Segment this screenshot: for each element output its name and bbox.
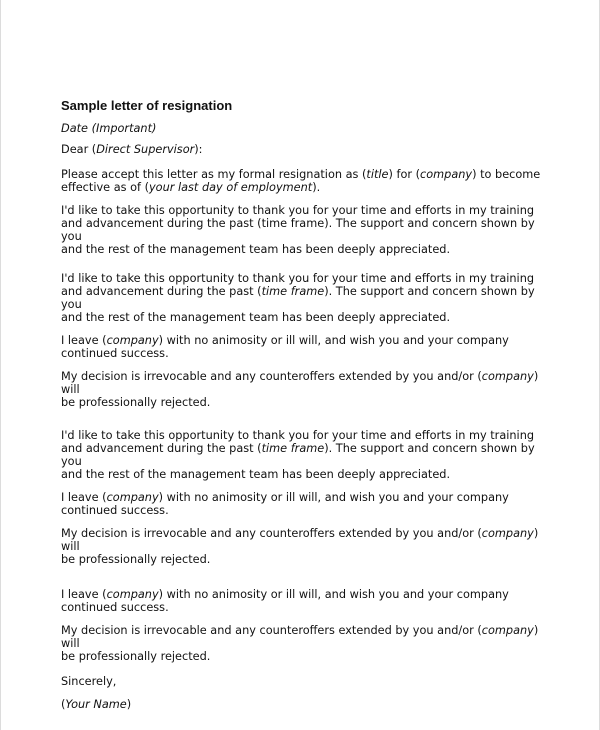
decision-paragraph: My decision is irrevocable and any counteroffers extended by you and/or (company) will be professionally rejected.	[61, 624, 539, 663]
decision-paragraph: My decision is irrevocable and any counteroffers extended by you and/or (company) will be professionally rejected.	[61, 527, 539, 566]
decision-paragraph: My decision is irrevocable and any counteroffers extended by you and/or (company) will be professionally rejected.	[61, 370, 539, 409]
signature: (Your Name)	[61, 698, 132, 711]
closing: Sincerely,	[61, 675, 117, 688]
letter-body	[61, 98, 556, 711]
salutation: Dear (Direct Supervisor):	[61, 143, 203, 156]
letter-title: Sample letter of resignation	[61, 98, 233, 113]
thanks-paragraph: I'd like to take this opportunity to thank you for your time and efforts in my training and advancement during the past (time frame). The support and concern shown by you and the rest of the management team has been deeply appreciated.	[61, 429, 535, 481]
thanks-paragraph: I'd like to take this opportunity to thank you for your time and efforts in my training and advancement during the past (time frame). The support and concern shown by you and the rest of the management team has been deeply appreciated.	[61, 204, 535, 256]
leave-paragraph: I leave (company) with no animosity or ill will, and wish you and your company continued success.	[61, 334, 509, 360]
leave-paragraph: I leave (company) with no animosity or ill will, and wish you and your company continued success.	[61, 491, 509, 517]
thanks-paragraph: I'd like to take this opportunity to thank you for your time and efforts in my training and advancement during the past (time frame). The support and concern shown by you and the rest of the management team has been deeply appreciated.	[61, 272, 535, 324]
date-line: Date (Important)	[61, 122, 157, 135]
resignation-paragraph: Please accept this letter as my formal resignation as (title) for (company) to become effective as of (your last day of employment).	[61, 168, 541, 194]
leave-paragraph: I leave (company) with no animosity or ill will, and wish you and your company continued success.	[61, 588, 509, 614]
